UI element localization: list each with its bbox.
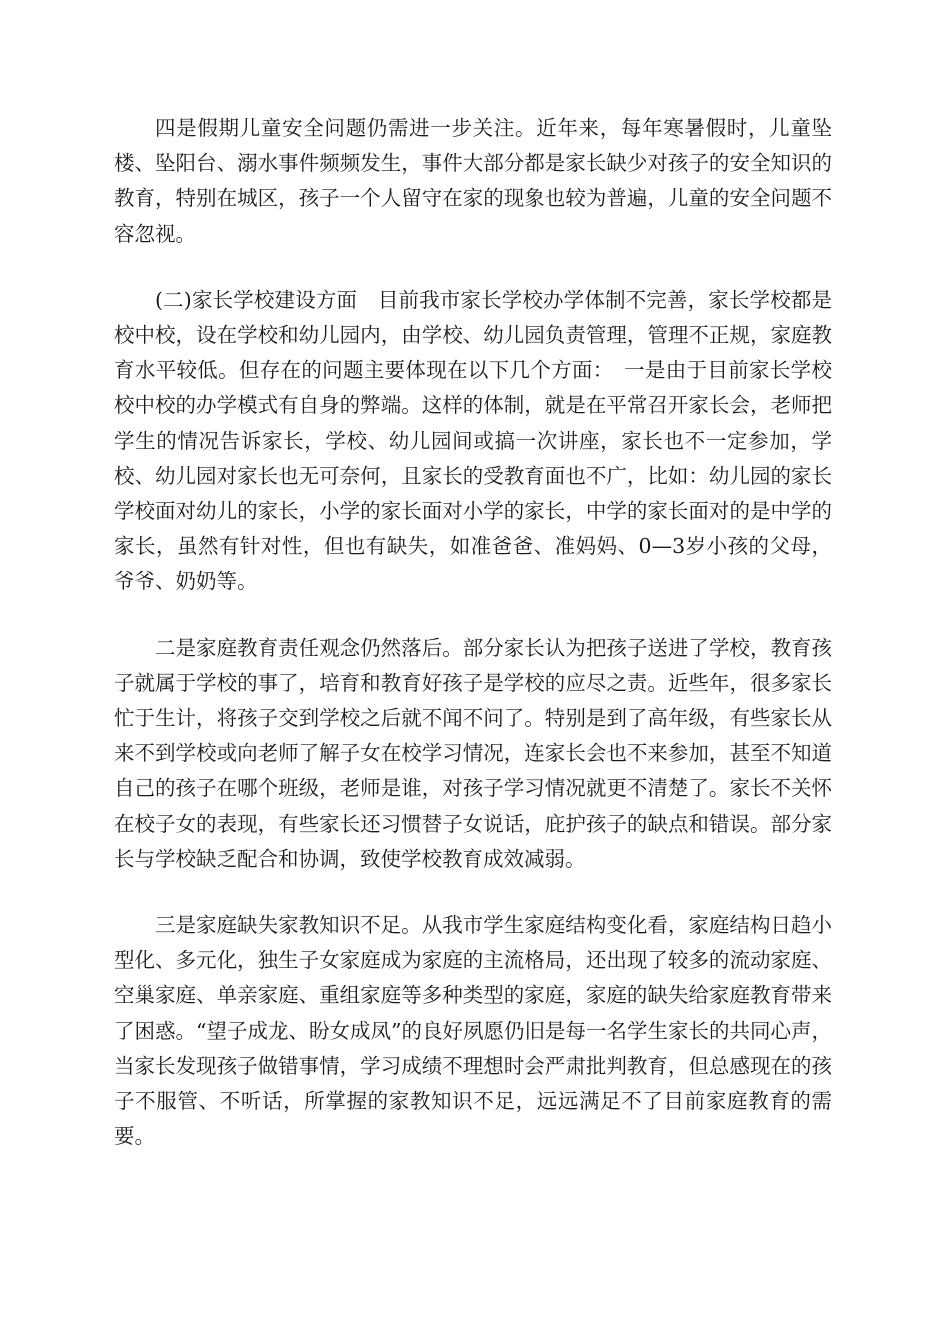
- paragraph-family-education-responsibility: 二是家庭教育责任观念仍然落后。部分家长认为把孩子送进了学校，教育孩子就属于学校的事了，培育和教育好孩子是学校的应尽之责。近些年，很多家长忙于生计，将孩子交到学校之后就不闻不问了。特别是到了高年级，有些家长从来不到学校或向老师了解子女在校学习情况，连家长会也不来参加，甚至不知道自己的孩子在哪个班级，老师是谁，对孩子学习情况就更不清楚了。家长不关怀在校子女的表现，有些家长还习惯替子女说话，庇护孩子的缺点和错误。部分家长与学校缺乏配合和协调，致使学校教育成效减弱。: [114, 635, 832, 871]
- paragraph-holiday-child-safety: 四是假期儿童安全问题仍需进一步关注。近年来，每年寒暑假时，儿童坠楼、坠阳台、溺水事件频频发生，事件大部分都是家长缺少对孩子的安全知识的教育，特别在城区，孩子一个人留守在家的现象也较为普遍，儿童的安全问题不容忽视。: [114, 116, 832, 246]
- paragraph-family-education-knowledge: 三是家庭缺失家教知识不足。从我市学生家庭结构变化看，家庭结构日趋小型化、多元化，独生子女家庭成为家庭的主流格局，还出现了较多的流动家庭、空巢家庭、单亲家庭、重组家庭等多种类型的家庭，家庭的缺失给家庭教育带来了困惑。“望子成龙、盼女成凤”的良好夙愿仍旧是每一名学生家长的共同心声，当家长发现孩子做错事情，学习成绩不理想时会严肃批判教育，但总感现在的孩子不服管、不听话，所掌握的家教知识不足，远远满足不了目前家庭教育的需要。: [114, 913, 832, 1149]
- paragraph-parent-school-construction: (二)家长学校建设方面 目前我市家长学校办学体制不完善，家长学校都是校中校，设在学校和幼儿园内，由学校、幼儿园负责管理，管理不正规，家庭教育水平较低。但存在的问题主要体现在以下几个方面： 一是由于目前家长学校校中校的办学模式有自身的弊端。这样的体制，就是在平常召开家长会，老师把学生的情况告诉家长，学校、幼儿园间或搞一次讲座，家长也不一定参加，学校、幼儿园对家长也无可奈何，且家长的受教育面也不广，比如：幼儿园的家长学校面对幼儿的家长，小学的家长面对小学的家长，中学的家长面对的是中学的家长，虽然有针对性，但也有缺失，如准爸爸、准妈妈、0—3岁小孩的父母，爷爷、奶奶等。: [114, 287, 832, 594]
